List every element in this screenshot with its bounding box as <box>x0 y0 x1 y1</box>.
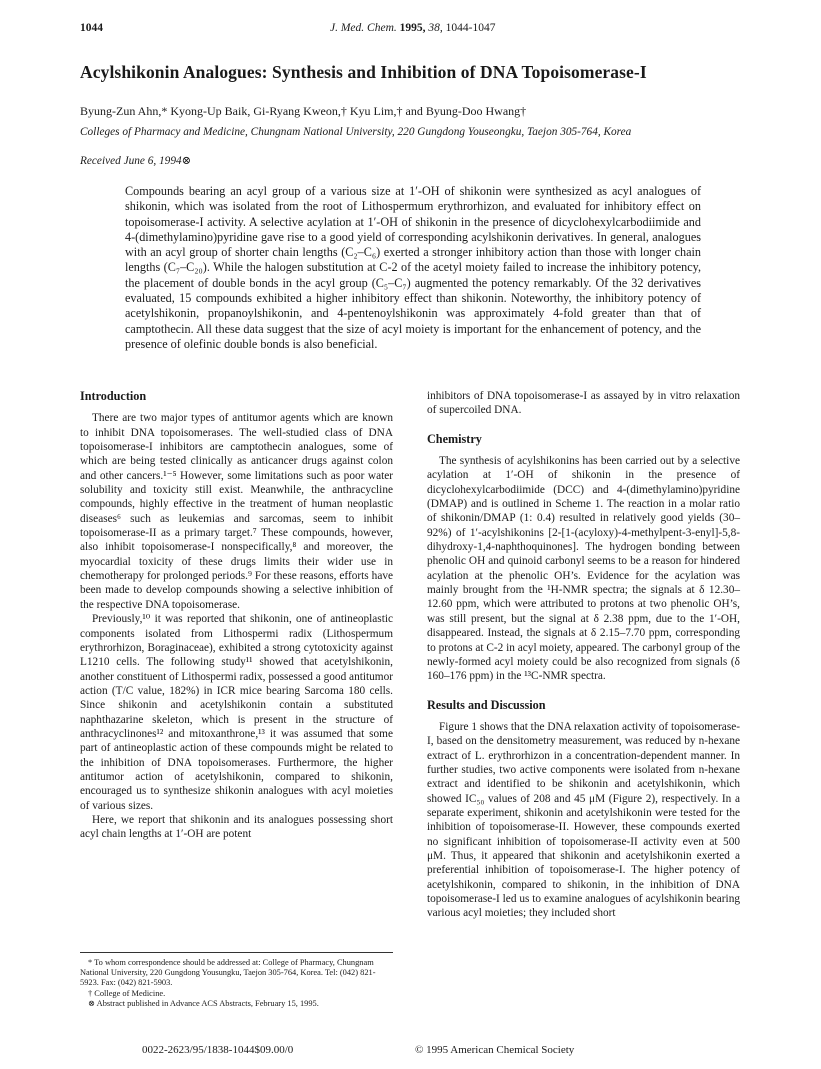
left-column <box>80 389 393 842</box>
footnotes <box>80 952 393 1009</box>
journal-citation <box>330 22 495 34</box>
footnote-abstract-published: ⊗ Abstract published in Advance ACS Abstracts, February 15, 1995. <box>88 998 319 1008</box>
footnote-college: † College of Medicine. <box>88 988 166 998</box>
received-date: Received June 6, 1994⊗ <box>80 155 192 167</box>
journal-volume: 38, <box>428 22 443 34</box>
intro-paragraph-1: There are two major types of antitumor agents which are known to inhibit DNA topoisomerases. The well-studied class of DNA topoisomerase-I inhibitors are camptothecin analogues, some of which are being tested clinically as anticancer drugs against colon and other cancers.¹⁻⁵ However, some limitations such as poor water solubility and toxicity still exist. Meanwhile, the anthracycline compounds, highly effective in the treatment of human neoplastic diseases⁶ such as leukemias and sarcomas, seem to inhibit topoisomerase-II as a primary target.⁷ These compounds, however, also inhibit topoisomerase-I nonspecifically,⁸ and moreover, the myocardial toxicity of these drugs limits their wider use in chemotherapy for prolonged periods.⁹ For these reasons, efforts have been made to develop compounds showing a selective inhibition of the respective DNA topoisomerase. <box>80 412 393 611</box>
chemistry-heading: Chemistry <box>427 431 482 446</box>
chemistry-paragraph: The synthesis of acylshikonins has been carried out by a selective acylation at 1′-OH of shikonin in the presence of dicyclohexylcarbodiimide (DCC) and 4-(dimethylamino)pyridine (DMAP) and is outlined in Scheme 1. The reaction in a molar ratio of shikonin/DMAP (1: 0.4) resulted in relatively good yields (30–92%) of 1′-acylshikonins [2-[1-(acyloxy)-4-methylpent-3-enyl]-5,8-dihydroxy-1,4-naphthoquinones]. The hydrogen bonding between phenolic OH and quinoid carbonyl seems to be a reason for hindered acylation at the phenolic OH’s. Evidence for the acylation was mainly brought from the ¹H-NMR spectra; the signals at δ 12.30–12.60 ppm, which were attributed to protons at two phenolic OH’s, was still present, but the signal at δ 2.38 ppm, due to the 1′-OH, disappeared. Instead, the signals at δ 2.15–7.70 ppm, corresponding to protons at C-2 in acyl moiety, appeared. The carbonyl group of the newly-formed acyl moiety could be also recognized from signals (δ 160–176 ppm) in the ¹³C-NMR spectra. <box>427 455 740 683</box>
page-number: 1044 <box>80 22 103 34</box>
journal-year: 1995, <box>399 22 426 34</box>
author-list: Byung-Zun Ahn,* Kyong-Up Baik, Gi-Ryang Kweon,† Kyu Lim,† and Byung-Doo Hwang† <box>80 104 527 118</box>
introduction-heading: Introduction <box>80 389 147 403</box>
copyright: © 1995 American Chemical Society <box>415 1044 575 1056</box>
intro-paragraph-3: Here, we report that shikonin and its analogues possessing short acyl chain lengths at 1′-OH are potent <box>80 813 393 841</box>
footnote-correspondence: * To whom correspondence should be addressed at: College of Pharmacy, Chungnam National University, 220 Gungdong Yousungku, Taejon 305-764, Korea. Tel: (042) 821-5923. Fax: (042) 821-5903. <box>80 958 376 988</box>
journal-pages: 1044-1047 <box>445 22 496 34</box>
journal-name: J. Med. Chem. <box>330 22 397 34</box>
article-code: 0022-2623/95/1838-1044$09.00/0 <box>142 1044 294 1056</box>
results-heading: Results and Discussion <box>427 697 546 712</box>
affiliation: Colleges of Pharmacy and Medicine, Chungnam National University, 220 Gungdong Youseongku, Taejon 305-764, Korea <box>80 126 632 138</box>
abstract: Compounds bearing an acyl group of a various size at 1′-OH of shikonin were synthesized as acyl analogues of shikonin, which was isolated from the root of Lithospermum erythrorhizon, and evaluated for inhibitory effect on topoisomerase-I activity. A selective acylation at 1′-OH of shikonin in the presence of dicyclohexylcarbodiimide and 4-(dimethylamino)pyridine gave rise to a good yield of corresponding acylshikonin derivatives. In general, analogues with an acyl group of shorter chain lengths (C₂–C₆) exerted a stronger inhibitory action than those with longer chain lengths (C₇–C₂₀). While the halogen substitution at C-2 of the acetyl moiety failed to increase the inhibitory potency, the placement of double bonds in the acyl group (C₅–C₇) augmented the potency remarkably. Of the 32 derivatives evaluated, 15 compounds exhibited a higher inhibitory effect than shikonin. Noteworthy, the inhibitory potency of acetylshikonin, propanoylshikonin, and 4-pentenoylshikonin was approximately 4-fold greater than that of camptothecin. All these data suggest that the size of acyl moiety is important for the enhancement of potency, and the presence of olefinic double bonds is also beneficial. <box>125 184 701 351</box>
intro-paragraph-2: Previously,¹⁰ it was reported that shikonin, one of antineoplastic components isolated from Lithospermi radix (Lithospermum erythrorhizon, Boraginaceae), exhibited a strong cytotoxicity against L1210 cells. The following study¹¹ showed that acetylshikonin, another constituent of Lithospermi radix, possessed a good antitumor action (T/C value, 182%) in ICR mice bearing Sarcoma 180 cells. Since shikonin and acetylshikonin contain a substituted naphthazarine skeleton, which is present in the structure of anthracyclinones¹² and mitoxanthrone,¹³ it was assumed that some part of antineoplastic action of these compounds might be related to the inhibition of DNA topoisomerases. Furthermore, the higher antitumor action of acetylshikonin, compared to shikonin, encouraged us to synthesize shikonin analogues with acyl moieties of various sizes. <box>80 613 393 812</box>
paper-title: Acylshikonin Analogues: Synthesis and Inhibition of DNA Topoisomerase-I <box>80 62 647 82</box>
right-column <box>427 389 740 921</box>
intro-continuation: inhibitors of DNA topoisomerase-I as assayed by in vitro relaxation of supercoiled DNA. <box>427 390 740 417</box>
results-paragraph: Figure 1 shows that the DNA relaxation activity of topoisomerase-I, based on the densitometry measurement, was reduced by n-hexane extract of L. erythrorhizon in a concentration-dependent manner. In further studies, two active components were isolated from n-hexane extract and identified to be shikonin and acetylshikonin, which showed IC₅₀ values of 208 and 45 μM (Figure 2), respectively. In a separate experiment, shikonin and acetylshikonin were tested for the inhibition of topoisomerase-II. However, these compounds exerted no significant inhibition of topoisomerase-II activity even at 500 μM. Thus, it appeared that shikonin and acetylshikonin exerted a preferential inhibition of topoisomerase-I. The higher potency of acetylshikonin, compared to shikonin, in the inhibition of DNA topoisomerase-I led us to examine analogues of acylshikonin bearing various acyl moieties; they included short <box>427 720 740 920</box>
